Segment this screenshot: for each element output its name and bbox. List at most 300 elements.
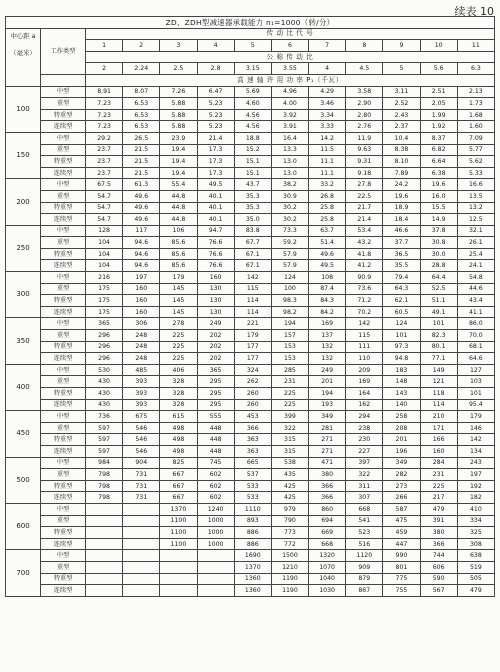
power-value-cell: 17.3 bbox=[197, 167, 234, 179]
power-value-cell bbox=[123, 538, 160, 550]
power-value-cell: 349 bbox=[383, 457, 420, 469]
power-value-cell: 55.4 bbox=[160, 179, 197, 191]
power-value-cell: 904 bbox=[123, 457, 160, 469]
nominal-ratio-cell: 3.15 bbox=[234, 63, 271, 75]
power-value-cell: 5.33 bbox=[457, 167, 494, 179]
power-value-cell: 94.6 bbox=[123, 237, 160, 249]
power-value-cell: 273 bbox=[383, 480, 420, 492]
power-value-cell: 393 bbox=[123, 388, 160, 400]
power-value-cell: 7.09 bbox=[457, 132, 494, 144]
power-value-cell: 284 bbox=[420, 457, 457, 469]
power-value-cell: 22.5 bbox=[346, 190, 383, 202]
center-distance-header bbox=[6, 28, 41, 86]
power-value-cell: 162 bbox=[346, 399, 383, 411]
table-row bbox=[6, 469, 495, 481]
power-value-cell: 380 bbox=[309, 469, 346, 481]
table-body bbox=[6, 17, 495, 597]
center-distance-cell: 450 bbox=[6, 411, 41, 457]
power-value-cell: 209 bbox=[346, 364, 383, 376]
power-value-cell: 798 bbox=[86, 492, 123, 504]
power-value-cell: 328 bbox=[160, 399, 197, 411]
power-value-cell: 271 bbox=[309, 434, 346, 446]
power-value-cell: 1.73 bbox=[457, 98, 494, 110]
power-value-cell: 97.3 bbox=[383, 341, 420, 353]
power-value-cell: 860 bbox=[309, 503, 346, 515]
table-row bbox=[6, 86, 495, 98]
power-value-cell: 225 bbox=[160, 341, 197, 353]
power-value-cell: 197 bbox=[123, 272, 160, 284]
power-value-cell: 886 bbox=[234, 538, 271, 550]
power-value-cell: 295 bbox=[197, 388, 234, 400]
power-value-cell: 555 bbox=[197, 411, 234, 423]
power-value-cell: 160 bbox=[197, 272, 234, 284]
work-type-cell: 特重型 bbox=[41, 573, 86, 585]
power-value-cell: 59.2 bbox=[271, 237, 308, 249]
power-value-cell: 262 bbox=[234, 376, 271, 388]
power-value-cell: 294 bbox=[346, 411, 383, 423]
power-value-cell: 5.88 bbox=[160, 121, 197, 133]
power-value-cell: 153 bbox=[271, 341, 308, 353]
power-value-cell: 17.3 bbox=[197, 144, 234, 156]
center-distance-cell: 100 bbox=[6, 86, 41, 132]
power-value-cell: 11.1 bbox=[309, 167, 346, 179]
power-value-cell: 63.7 bbox=[309, 225, 346, 237]
power-value-cell: 183 bbox=[383, 364, 420, 376]
work-type-cell: 连续型 bbox=[41, 260, 86, 272]
power-value-cell: 1210 bbox=[271, 561, 308, 573]
code-header-row bbox=[6, 28, 495, 40]
work-type-cell: 特重型 bbox=[41, 202, 86, 214]
power-value-cell: 49.5 bbox=[309, 260, 346, 272]
power-value-cell: 124 bbox=[383, 318, 420, 330]
power-value-cell: 590 bbox=[420, 573, 457, 585]
power-value-cell: 393 bbox=[123, 376, 160, 388]
power-value-cell: 76.6 bbox=[197, 248, 234, 260]
power-value-cell: 166 bbox=[420, 434, 457, 446]
power-value-cell: 194 bbox=[309, 388, 346, 400]
power-value-cell: 6.38 bbox=[420, 167, 457, 179]
table-row bbox=[6, 341, 495, 353]
power-value-cell: 16.6 bbox=[457, 179, 494, 191]
power-value-cell: 18.9 bbox=[383, 202, 420, 214]
ratio-code-cell: 11 bbox=[457, 40, 494, 52]
power-value-cell: 35.3 bbox=[234, 190, 271, 202]
power-value-cell: 306 bbox=[123, 318, 160, 330]
power-value-cell: 5.23 bbox=[197, 98, 234, 110]
power-value-cell: 202 bbox=[197, 353, 234, 365]
power-value-cell: 217 bbox=[420, 492, 457, 504]
power-value-cell: 349 bbox=[309, 411, 346, 423]
power-value-cell bbox=[86, 573, 123, 585]
power-value-cell: 169 bbox=[309, 318, 346, 330]
power-value-cell: 146 bbox=[457, 422, 494, 434]
ratio-code-cell: 5 bbox=[234, 40, 271, 52]
power-value-cell: 202 bbox=[197, 341, 234, 353]
power-value-cell: 4.00 bbox=[271, 98, 308, 110]
power-value-cell: 8.38 bbox=[383, 144, 420, 156]
power-value-cell: 238 bbox=[346, 422, 383, 434]
power-value-cell: 24.2 bbox=[383, 179, 420, 191]
table-row bbox=[6, 573, 495, 585]
power-value-cell: 177 bbox=[234, 341, 271, 353]
power-value-cell: 114 bbox=[234, 306, 271, 318]
power-value-cell: 597 bbox=[86, 422, 123, 434]
power-value-cell: 179 bbox=[234, 330, 271, 342]
power-value-cell bbox=[86, 503, 123, 515]
table-row bbox=[6, 364, 495, 376]
power-value-cell: 118 bbox=[420, 388, 457, 400]
power-value-cell: 8.37 bbox=[420, 132, 457, 144]
power-value-cell: 193 bbox=[309, 399, 346, 411]
power-value-cell: 85.6 bbox=[160, 237, 197, 249]
power-value-cell: 296 bbox=[86, 330, 123, 342]
power-value-cell: 54.7 bbox=[86, 190, 123, 202]
power-value-cell: 62.1 bbox=[383, 295, 420, 307]
work-type-cell: 特重型 bbox=[41, 527, 86, 539]
power-value-cell: 587 bbox=[383, 503, 420, 515]
power-value-cell: 27.8 bbox=[346, 179, 383, 191]
center-distance-cell: 150 bbox=[6, 132, 41, 178]
power-value-cell: 278 bbox=[160, 318, 197, 330]
power-value-cell: 32.1 bbox=[457, 225, 494, 237]
work-type-header: 工作类型 bbox=[41, 28, 86, 74]
power-value-cell: 530 bbox=[86, 364, 123, 376]
power-value-cell: 51.1 bbox=[420, 295, 457, 307]
power-value-cell: 64.6 bbox=[457, 353, 494, 365]
power-value-cell: 2.52 bbox=[383, 98, 420, 110]
power-value-cell: 30.2 bbox=[271, 202, 308, 214]
power-value-cell: 95.4 bbox=[457, 399, 494, 411]
power-value-cell: 6.82 bbox=[420, 144, 457, 156]
power-value-cell: 430 bbox=[86, 399, 123, 411]
power-value-cell: 43.4 bbox=[457, 295, 494, 307]
power-value-cell: 736 bbox=[86, 411, 123, 423]
table-row bbox=[6, 527, 495, 539]
table-row bbox=[6, 434, 495, 446]
work-type-cell: 重型 bbox=[41, 469, 86, 481]
table-row bbox=[6, 306, 495, 318]
power-value-cell: 296 bbox=[86, 353, 123, 365]
power-value-cell: 667 bbox=[160, 492, 197, 504]
power-value-cell: 24.1 bbox=[457, 260, 494, 272]
power-value-cell: 546 bbox=[123, 422, 160, 434]
power-value-cell: 49.6 bbox=[123, 202, 160, 214]
power-value-cell: 53.4 bbox=[346, 225, 383, 237]
power-header: 高 速 轴 许 用 功 率 P₁（千瓦） bbox=[86, 74, 495, 86]
power-value-cell: 43.7 bbox=[234, 179, 271, 191]
power-value-cell: 295 bbox=[197, 399, 234, 411]
power-value-cell: 665 bbox=[234, 457, 271, 469]
nominal-ratio-header: 公 称 传 动 比 bbox=[86, 51, 495, 63]
power-value-cell: 7.89 bbox=[383, 167, 420, 179]
power-value-cell: 5.88 bbox=[160, 98, 197, 110]
power-value-cell: 142 bbox=[234, 272, 271, 284]
power-value-cell: 80.1 bbox=[420, 341, 457, 353]
work-type-cell: 重型 bbox=[41, 283, 86, 295]
power-value-cell: 192 bbox=[457, 480, 494, 492]
power-value-cell: 177 bbox=[234, 353, 271, 365]
table-row bbox=[6, 388, 495, 400]
power-value-cell: 248 bbox=[123, 330, 160, 342]
power-value-cell: 602 bbox=[197, 469, 234, 481]
power-value-cell: 979 bbox=[271, 503, 308, 515]
power-value-cell bbox=[160, 561, 197, 573]
power-value-cell: 44.8 bbox=[160, 190, 197, 202]
power-value-cell: 260 bbox=[234, 399, 271, 411]
power-value-cell: 115 bbox=[234, 283, 271, 295]
ratio-code-cell: 3 bbox=[160, 40, 197, 52]
power-value-cell: 49.1 bbox=[420, 306, 457, 318]
power-value-cell: 430 bbox=[86, 376, 123, 388]
power-value-cell: 5.23 bbox=[197, 109, 234, 121]
power-value-cell: 366 bbox=[309, 492, 346, 504]
nominal-ratio-cell: 2.5 bbox=[160, 63, 197, 75]
power-value-cell: 225 bbox=[271, 399, 308, 411]
power-value-cell: 397 bbox=[346, 457, 383, 469]
work-type-cell: 重型 bbox=[41, 190, 86, 202]
table-row bbox=[6, 492, 495, 504]
power-value-cell: 41.1 bbox=[457, 306, 494, 318]
power-value-cell: 67.7 bbox=[234, 237, 271, 249]
power-value-cell: 51.4 bbox=[309, 237, 346, 249]
work-type-cell: 重型 bbox=[41, 237, 86, 249]
power-value-cell: 153 bbox=[271, 353, 308, 365]
power-value-cell: 5.69 bbox=[234, 86, 271, 98]
power-value-cell: 182 bbox=[457, 492, 494, 504]
table-title: ZD、ZDH型减速器承载能力 n₁=1000（转/分） bbox=[6, 17, 495, 29]
power-value-cell: 57.9 bbox=[271, 260, 308, 272]
power-value-cell: 19.4 bbox=[160, 144, 197, 156]
table-row bbox=[6, 167, 495, 179]
power-value-cell: 668 bbox=[346, 503, 383, 515]
table-row bbox=[6, 550, 495, 562]
power-value-cell: 54.8 bbox=[457, 272, 494, 284]
power-value-cell: 175 bbox=[86, 306, 123, 318]
work-type-cell: 重型 bbox=[41, 561, 86, 573]
power-value-cell: 447 bbox=[383, 538, 420, 550]
work-type-cell: 中型 bbox=[41, 364, 86, 376]
power-value-cell: 798 bbox=[86, 469, 123, 481]
power-value-cell: 2.90 bbox=[346, 98, 383, 110]
power-value-cell: 83.8 bbox=[234, 225, 271, 237]
power-value-cell: 1000 bbox=[197, 527, 234, 539]
power-value-cell: 21.7 bbox=[346, 202, 383, 214]
power-value-cell: 12.5 bbox=[457, 214, 494, 226]
power-value-cell: 410 bbox=[457, 503, 494, 515]
work-type-cell: 特重型 bbox=[41, 248, 86, 260]
power-value-cell: 471 bbox=[309, 457, 346, 469]
power-value-cell: 134 bbox=[457, 445, 494, 457]
power-value-cell: 143 bbox=[383, 388, 420, 400]
power-value-cell: 101 bbox=[383, 330, 420, 342]
power-value-cell: 295 bbox=[197, 376, 234, 388]
power-value-cell: 258 bbox=[383, 411, 420, 423]
power-value-cell: 114 bbox=[234, 295, 271, 307]
work-type-cell: 连续型 bbox=[41, 445, 86, 457]
power-value-cell: 84.3 bbox=[309, 295, 346, 307]
ratio-code-cell: 10 bbox=[420, 40, 457, 52]
power-value-cell: 984 bbox=[86, 457, 123, 469]
power-value-cell: 308 bbox=[457, 538, 494, 550]
power-value-cell: 597 bbox=[86, 434, 123, 446]
power-value-cell: 15.5 bbox=[420, 202, 457, 214]
power-value-cell: 325 bbox=[457, 527, 494, 539]
power-value-cell: 909 bbox=[346, 561, 383, 573]
power-value-cell: 19.6 bbox=[420, 179, 457, 191]
power-value-cell: 179 bbox=[160, 272, 197, 284]
table-row bbox=[6, 225, 495, 237]
table-row bbox=[6, 422, 495, 434]
power-value-cell bbox=[86, 585, 123, 597]
ratio-code-cell: 8 bbox=[346, 40, 383, 52]
power-value-cell: 602 bbox=[197, 492, 234, 504]
power-value-cell: 46.6 bbox=[383, 225, 420, 237]
power-value-cell: 2.37 bbox=[383, 121, 420, 133]
work-type-cell: 重型 bbox=[41, 98, 86, 110]
work-type-cell: 重型 bbox=[41, 330, 86, 342]
power-value-cell: 127 bbox=[457, 364, 494, 376]
power-value-cell: 516 bbox=[346, 538, 383, 550]
table-row bbox=[6, 353, 495, 365]
power-value-cell: 86.0 bbox=[457, 318, 494, 330]
work-type-cell: 特重型 bbox=[41, 480, 86, 492]
blank-cell bbox=[41, 74, 86, 86]
power-value-cell: 744 bbox=[420, 550, 457, 562]
power-value-cell: 485 bbox=[123, 364, 160, 376]
nominal-ratio-cell: 3.55 bbox=[271, 63, 308, 75]
power-value-cell: 104 bbox=[86, 260, 123, 272]
power-value-cell: 271 bbox=[309, 445, 346, 457]
power-value-cell: 67.1 bbox=[234, 260, 271, 272]
power-value-cell: 638 bbox=[457, 550, 494, 562]
power-value-cell: 5.77 bbox=[457, 144, 494, 156]
ratio-code-cell: 7 bbox=[309, 40, 346, 52]
power-value-cell: 21.5 bbox=[123, 167, 160, 179]
work-type-cell: 中型 bbox=[41, 457, 86, 469]
power-value-cell bbox=[86, 538, 123, 550]
power-value-cell: 1240 bbox=[197, 503, 234, 515]
power-value-cell: 28.8 bbox=[420, 260, 457, 272]
power-value-cell: 1.68 bbox=[457, 109, 494, 121]
power-header-row bbox=[6, 74, 495, 86]
work-type-cell: 连续型 bbox=[41, 538, 86, 550]
ratio-code-cell: 4 bbox=[197, 40, 234, 52]
power-value-cell: 745 bbox=[197, 457, 234, 469]
power-value-cell: 90.9 bbox=[346, 272, 383, 284]
power-value-cell: 541 bbox=[346, 515, 383, 527]
power-value-cell: 755 bbox=[383, 585, 420, 597]
table-row bbox=[6, 318, 495, 330]
power-value-cell: 11.5 bbox=[309, 144, 346, 156]
power-value-cell: 775 bbox=[383, 573, 420, 585]
power-value-cell: 1100 bbox=[160, 538, 197, 550]
power-value-cell: 479 bbox=[420, 503, 457, 515]
power-value-cell: 3.33 bbox=[309, 121, 346, 133]
power-value-cell: 13.0 bbox=[271, 156, 308, 168]
power-value-cell: 322 bbox=[346, 469, 383, 481]
power-value-cell: 1190 bbox=[271, 573, 308, 585]
power-value-cell: 94.7 bbox=[197, 225, 234, 237]
power-value-cell: 435 bbox=[271, 469, 308, 481]
power-value-cell: 893 bbox=[234, 515, 271, 527]
nominal-ratio-cell: 4.5 bbox=[346, 63, 383, 75]
power-value-cell: 990 bbox=[383, 550, 420, 562]
power-value-cell: 111 bbox=[346, 341, 383, 353]
power-value-cell: 3.46 bbox=[309, 98, 346, 110]
power-value-cell: 35.0 bbox=[234, 214, 271, 226]
power-value-cell: 825 bbox=[160, 457, 197, 469]
power-value-cell: 142 bbox=[457, 434, 494, 446]
power-value-cell: 731 bbox=[123, 480, 160, 492]
power-value-cell: 867 bbox=[346, 585, 383, 597]
table-row bbox=[6, 399, 495, 411]
nominal-ratio-cell: 2.24 bbox=[123, 63, 160, 75]
power-value-cell: 731 bbox=[123, 492, 160, 504]
power-value-cell: 546 bbox=[123, 445, 160, 457]
power-value-cell: 6.64 bbox=[420, 156, 457, 168]
power-value-cell: 1100 bbox=[160, 527, 197, 539]
power-value-cell: 2.13 bbox=[457, 86, 494, 98]
power-value-cell: 2.43 bbox=[383, 109, 420, 121]
power-value-cell: 311 bbox=[346, 480, 383, 492]
power-value-cell: 225 bbox=[160, 330, 197, 342]
power-value-cell: 307 bbox=[346, 492, 383, 504]
power-value-cell: 3.58 bbox=[346, 86, 383, 98]
power-value-cell: 1690 bbox=[234, 550, 271, 562]
power-value-cell: 64.4 bbox=[420, 272, 457, 284]
table-row bbox=[6, 515, 495, 527]
work-type-cell: 连续型 bbox=[41, 214, 86, 226]
power-value-cell: 164 bbox=[346, 388, 383, 400]
power-value-cell: 4.96 bbox=[271, 86, 308, 98]
power-value-cell: 11.1 bbox=[309, 156, 346, 168]
power-value-cell: 675 bbox=[123, 411, 160, 423]
work-type-cell: 重型 bbox=[41, 144, 86, 156]
power-value-cell: 406 bbox=[160, 364, 197, 376]
power-value-cell: 282 bbox=[383, 469, 420, 481]
center-distance-unit: （毫米） bbox=[10, 48, 36, 57]
table-row bbox=[6, 376, 495, 388]
power-value-cell: 15.1 bbox=[234, 167, 271, 179]
power-value-cell: 18.4 bbox=[383, 214, 420, 226]
power-value-cell: 19.4 bbox=[160, 156, 197, 168]
power-value-cell: 281 bbox=[309, 422, 346, 434]
power-value-cell: 30.2 bbox=[271, 214, 308, 226]
power-value-cell bbox=[197, 561, 234, 573]
power-value-cell: 145 bbox=[160, 295, 197, 307]
work-type-cell: 连续型 bbox=[41, 399, 86, 411]
power-value-cell bbox=[123, 550, 160, 562]
center-distance-cell: 600 bbox=[6, 503, 41, 549]
power-value-cell: 248 bbox=[123, 353, 160, 365]
power-value-cell: 9.31 bbox=[346, 156, 383, 168]
center-distance-label: 中心距 a bbox=[10, 31, 36, 40]
power-value-cell: 773 bbox=[271, 527, 308, 539]
power-value-cell: 44.6 bbox=[457, 283, 494, 295]
table-row bbox=[6, 272, 495, 284]
power-value-cell: 7.23 bbox=[86, 98, 123, 110]
work-type-cell: 中型 bbox=[41, 550, 86, 562]
power-value-cell: 498 bbox=[160, 422, 197, 434]
power-value-cell: 363 bbox=[234, 445, 271, 457]
power-value-cell bbox=[160, 550, 197, 562]
power-value-cell: 148 bbox=[383, 376, 420, 388]
power-value-cell: 115 bbox=[346, 330, 383, 342]
power-value-cell: 225 bbox=[271, 388, 308, 400]
work-type-cell: 中型 bbox=[41, 411, 86, 423]
power-value-cell: 128 bbox=[86, 225, 123, 237]
power-value-cell: 76.6 bbox=[197, 237, 234, 249]
